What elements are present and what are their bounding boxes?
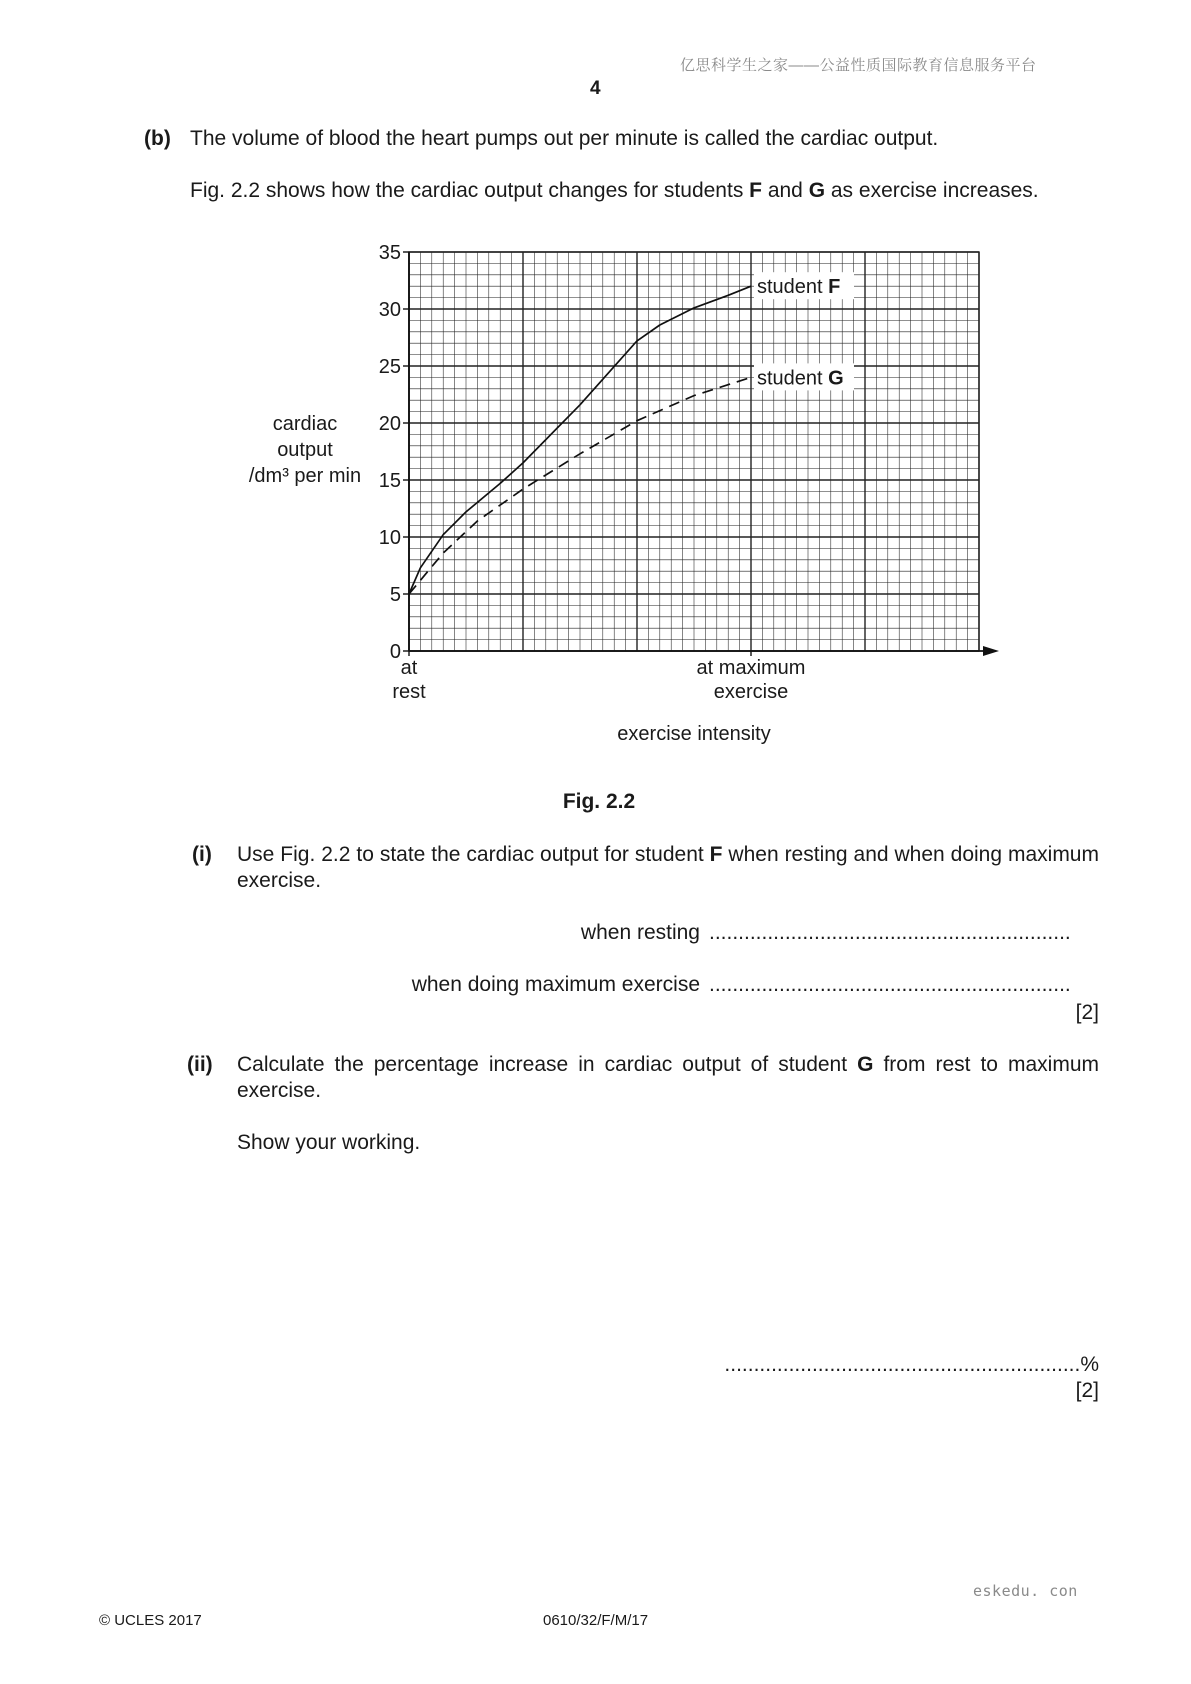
series-label-g (757, 367, 844, 389)
chart-labels (249, 272, 854, 813)
y-tick-label: 0 (389, 641, 401, 663)
chart-ticks (379, 242, 806, 703)
cardiac-output-chart (0, 0, 1191, 820)
x-axis-label: exercise intensity (617, 723, 771, 745)
series-label-f (757, 276, 840, 298)
fig-reference-post: as exercise increases. (825, 179, 1039, 202)
x-axis-arrow (983, 646, 999, 656)
q-ii-text (237, 1052, 1099, 1104)
y-tick-label: 30 (378, 299, 401, 321)
y-tick-label: 35 (378, 242, 401, 264)
fig-reference-and: and (761, 179, 809, 202)
copyright: © UCLES 2017 (99, 1612, 202, 1629)
page-number: 4 (590, 78, 601, 99)
y-tick-label: 20 (378, 413, 401, 435)
q-ii-student: G (857, 1053, 874, 1076)
answer-resting-label: when resting (580, 921, 700, 944)
student-f-ref: F (749, 179, 762, 202)
answer-max-label: when doing maximum exercise (411, 973, 700, 996)
q-ii-label: (ii) (187, 1053, 213, 1076)
y-tick-label: 15 (378, 470, 401, 492)
x-tick-label: at (400, 657, 418, 679)
y-axis-label: output (277, 439, 333, 461)
series-label-prefix: student (757, 367, 829, 390)
y-axis-label: /dm³ per min (248, 465, 362, 487)
q-i-label: (i) (192, 843, 212, 866)
paper-code: 0610/32/F/M/17 (543, 1612, 649, 1629)
y-axis-label: cardiac (272, 413, 338, 435)
show-working-instruction: Show your working. (237, 1131, 421, 1154)
x-tick-label: at maximum (696, 657, 806, 679)
answer-max-line[interactable]: .............................................................. (709, 973, 1071, 996)
chart-grid (409, 252, 979, 651)
series-label-prefix: student (757, 276, 829, 299)
q-i-text-post: when resting and when doing maximum exercise. (237, 843, 1099, 892)
part-b-intro: The volume of blood the heart pumps out per minute is called the cardiac output. (190, 127, 939, 150)
percentage-answer-line[interactable]: .............................................................% (724, 1353, 1099, 1376)
answer-resting-line[interactable]: .............................................................. (709, 921, 1071, 944)
y-tick-label: 25 (378, 356, 401, 378)
watermark-top: 亿思科学生之家——公益性质国际教育信息服务平台 (680, 57, 1037, 74)
watermark-bottom: eskedu. con (973, 1582, 1078, 1600)
q-ii-text-post: from rest to maximum exercise. (237, 1053, 1099, 1102)
fig-reference-pre: Fig. 2.2 shows how the cardiac output changes for students (190, 179, 750, 202)
figure-caption: Fig. 2.2 (562, 790, 636, 813)
y-tick-label: 10 (378, 527, 401, 549)
q-i-student: F (709, 843, 723, 866)
x-tick-label: exercise (713, 681, 789, 703)
q-ii-marks: [2] (1075, 1379, 1099, 1402)
q-i-text-pre: Use Fig. 2.2 to state the cardiac output for student (237, 843, 710, 866)
series-label-letter: F (828, 276, 841, 299)
q-i-marks: [2] (1075, 1001, 1099, 1024)
x-tick-label: rest (392, 681, 426, 703)
q-i-text (237, 842, 1099, 894)
q-ii-text-pre: Calculate the percentage increase in cardiac output of student (237, 1053, 858, 1076)
y-tick-label: 5 (389, 584, 401, 606)
part-b-label: (b) (144, 127, 171, 150)
series-label-letter: G (828, 367, 844, 390)
student-g-ref: G (808, 179, 826, 202)
